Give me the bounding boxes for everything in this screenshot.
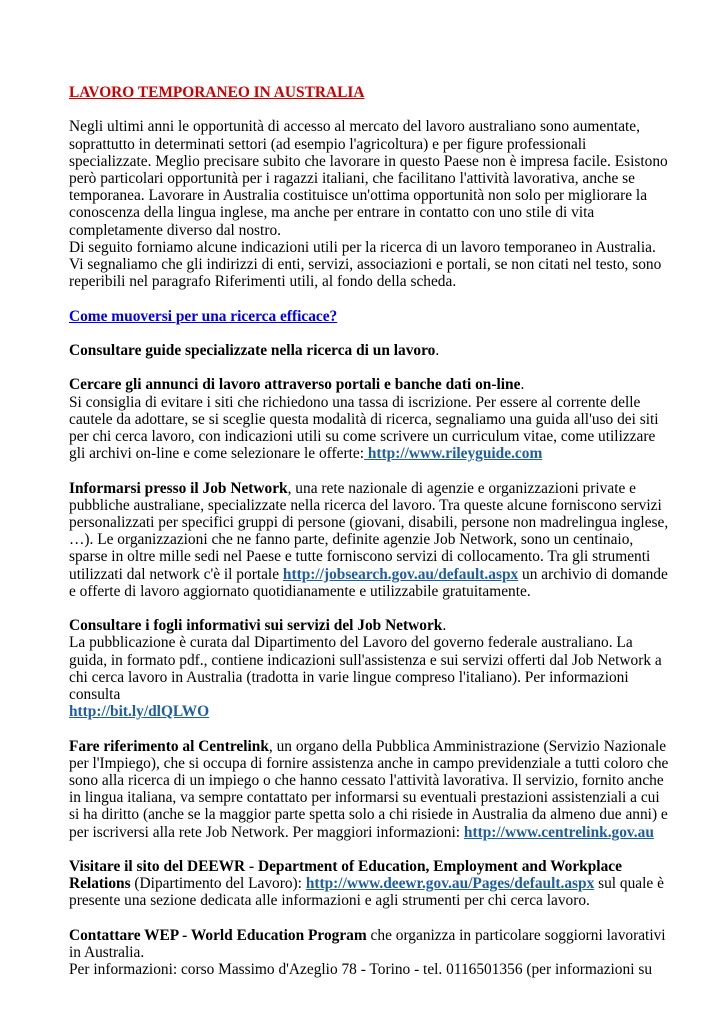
item-jobnetwork-bold: Informarsi presso il Job Network <box>69 479 288 497</box>
item-deewr-after: sul quale è presente una sezione dedicata alle informazioni e agli strumenti per chi cerca lavoro. <box>69 875 664 910</box>
item-jobnetwork-after: un archivio di domande e offerte di lavoro aggiornato quotidianamente e utilizzabile gratuitamente. <box>69 565 668 600</box>
item-fogli-text: La pubblicazione è curata dal Dipartimento del Lavoro del governo federale australiano. La guida, in formato pdf., contiene indicazioni sull'assistenza e sui servizi offerti dal Job Network a chi cerca lavoro in Australia (tradotta in varie lingue compreso l'italiano). Per informazioni consulta <box>69 634 662 704</box>
item-wep-bold: Contattare WEP - World Education Program <box>69 926 367 944</box>
item-jobnetwork <box>69 480 669 600</box>
item-annunci <box>69 376 669 462</box>
centrelink-link[interactable]: http://www.centrelink.gov.au <box>463 823 654 841</box>
document-page <box>69 84 669 996</box>
item-guide <box>69 342 669 359</box>
item-wep-text: che organizza in particolare soggiorni lavorativi in Australia. <box>69 926 666 962</box>
title-text: LAVORO TEMPORANEO IN AUSTRALIA <box>69 84 365 101</box>
item-annunci-text: Si consiglia di evitare i siti che richiedono una tassa di iscrizione. Per essere al corrente delle cautele da adottare, se si sceglie questa modalità di ricerca, segnaliamo una guida all'uso dei siti per chi cerca lavoro, con indicazioni utili su come scrivere un curriculum vitae, come utilizzare gli archivi on-line e come selezionare le offerte: <box>69 393 659 463</box>
item-wep-line2: Per informazioni: corso Massimo d'Azeglio 78 - Torino - tel. 0116501356 (per informazioni su <box>69 961 653 979</box>
deewr-link[interactable]: http://www.deewr.gov.au/Pages/default.aspx <box>305 875 595 893</box>
item-centrelink <box>69 738 669 841</box>
item-centrelink-bold: Fare riferimento al Centrelink <box>69 737 269 755</box>
item-wep <box>69 927 669 979</box>
item-fogli-tail: . <box>442 617 447 635</box>
item-deewr-bold: Visitare il sito del DEEWR - Department of Education, Employment and Workplace Relations <box>69 858 622 893</box>
item-fogli-bold: Consultare i fogli informativi sui servizi del Job Network <box>69 617 443 635</box>
rileyguide-link[interactable]: http://www.rileyguide.com <box>364 445 543 463</box>
item-deewr-text: (Dipartimento del Lavoro): <box>130 875 306 893</box>
bitly-link[interactable]: http://bit.ly/dlQLWO <box>69 703 210 721</box>
item-guide-tail: . <box>435 342 440 359</box>
item-annunci-tail: . <box>520 376 525 394</box>
section-heading-link[interactable]: Come muoversi per una ricerca efficace? <box>69 307 338 325</box>
intro-text-2: Di seguito forniamo alcune indicazioni utili per la ricerca di un lavoro temporaneo in Australia. Vi segnaliamo che gli indirizzi di enti, servizi, associazioni e portali, se non citati nel testo, sono reperibili nel paragrafo Riferimenti utili, al fondo della scheda. <box>69 238 662 291</box>
section-heading <box>69 308 669 325</box>
item-guide-bold: Consultare guide specializzate nella ricerca di un lavoro <box>69 342 436 359</box>
item-centrelink-text: , un organo della Pubblica Amministrazione (Servizio Nazionale per l'Impiego), che si occupa di fornire assistenza anche in campo previdenziale a tutti coloro che sono alla ricerca di un impiego o che hanno cessato l'attività lavorativa. Il servizio, fornito anche in lingua italiana, va sempre contattato per informarsi su eventuali prestazioni assistenziali a cui si ha diritto (anche se la maggior parte spetta solo a chi risiede in Australia da almeno due anni) e per iscriversi alla rete Job Network. Per maggiori informazioni: <box>69 737 669 841</box>
item-annunci-bold: Cercare gli annunci di lavoro attraverso portali e banche dati on-line <box>69 376 521 394</box>
intro-paragraph <box>69 118 669 290</box>
item-jobnetwork-text: , una rete nazionale di agenzie e organizzazioni private e pubbliche australiane, specializzate nella ricerca del lavoro. Tra queste alcune forniscono servizi personalizzati per specifici gruppi di persone (giovani, disabili, persone non madrelingua inglese, …). Le organizzazioni che ne fanno parte, definite agenzie Job Network, sono un centinaio, sparse in oltre mille sedi nel Paese e tutte forniscono servizi di collocamento. Tra gli strumenti utilizzati dal network c'è il portale <box>69 479 669 583</box>
intro-text-1: Negli ultimi anni le opportunità di accesso al mercato del lavoro australiano sono aumentate, soprattutto in determinati settori (ad esempio l'agricoltura) e per figure professionali specializzate. Meglio precisare subito che lavorare in questo Paese non è impresa facile. Esistono però particolari opportunità per i ragazzi italiani, che facilitano l'attività lavorativa, anche se temporanea. Lavorare in Australia costituisce un'ottima opportunità non solo per migliorare la conoscenza della lingua inglese, ma anche per entrare in contatto con uno stile di vita completamente diverso dal nostro. <box>69 118 668 239</box>
document-title <box>69 84 669 101</box>
jobsearch-link[interactable]: http://jobsearch.gov.au/default.aspx <box>282 565 519 583</box>
item-deewr <box>69 858 669 910</box>
item-fogli <box>69 617 669 720</box>
